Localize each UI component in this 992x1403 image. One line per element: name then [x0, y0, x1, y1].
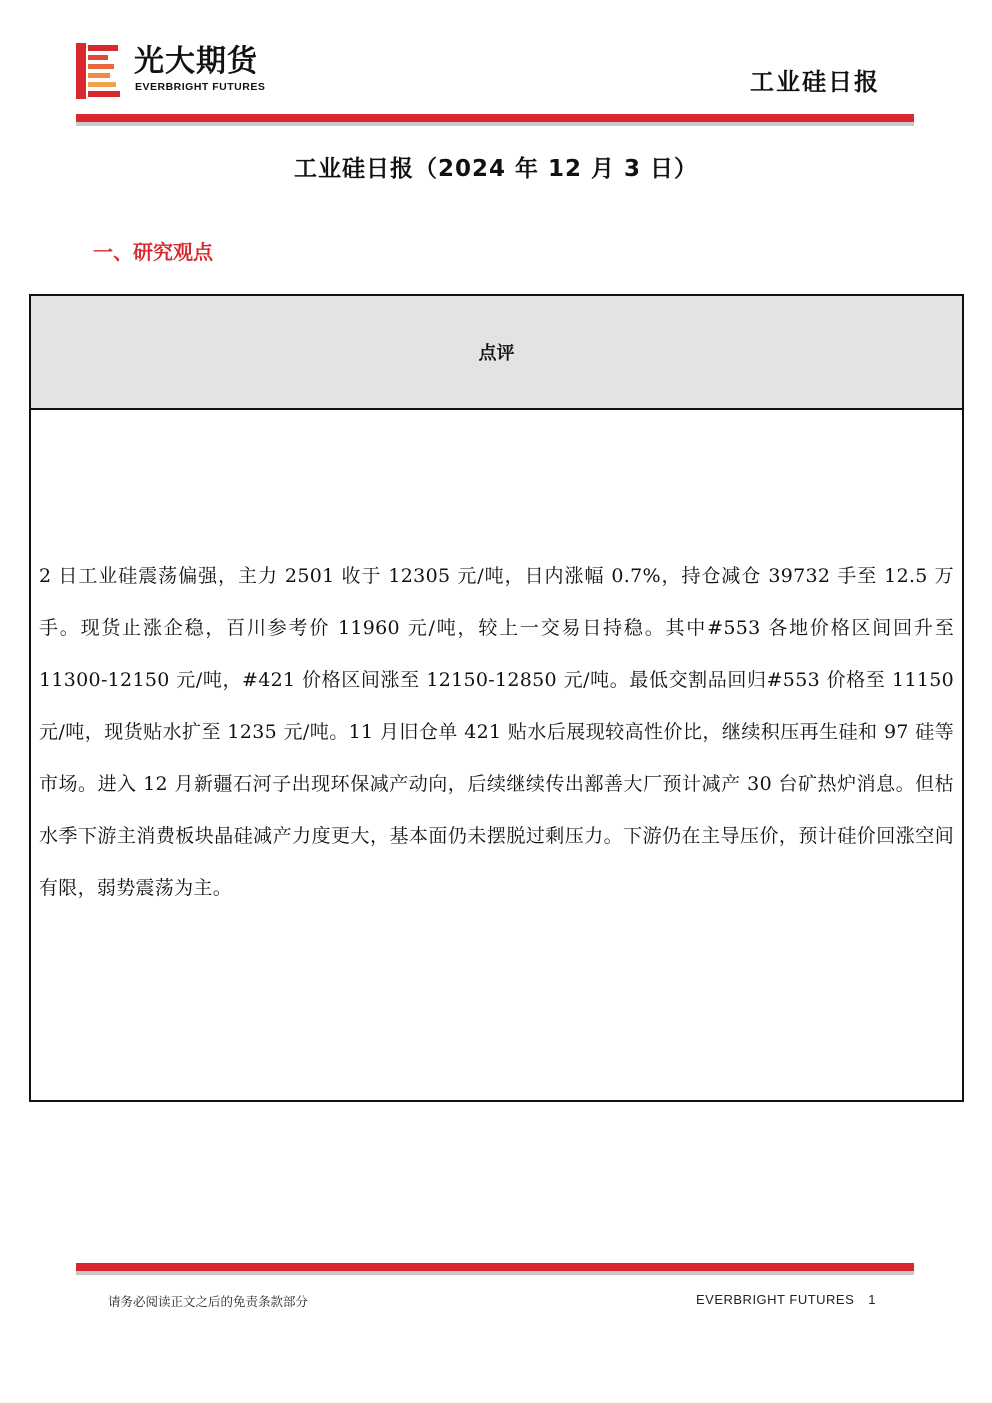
company-logo — [76, 43, 286, 99]
report-label: 工业硅日报 — [750, 68, 880, 96]
commentary-table-header: 点评 — [31, 296, 962, 410]
everbright-logo-icon — [76, 43, 122, 99]
header-divider — [76, 114, 914, 126]
footer-brand-block — [696, 1292, 876, 1307]
document-title: 工业硅日报（2024 年 12 月 3 日） — [293, 156, 699, 182]
commentary-table — [29, 294, 964, 1102]
logo-english-name: EVERBRIGHT FUTURES — [135, 81, 266, 93]
footer-divider — [76, 1263, 914, 1275]
commentary-text: 2 日工业硅震荡偏强，主力 2501 收于 12305 元/吨，日内涨幅 0.7%，持仓减仓 39732 手至 12.5 万手。现货止涨企稳，百川参考价 11960 元/吨，较上一交易日持稳。其中#553 各地价格区间回升至 11300-12150 元/吨，#421 价格区间涨至 12150-12850 元/吨。最低交割品回归#553 价格至 11150 元/吨，现货贴水扩至 1235 元/吨。11 月旧仓单 421 贴水后展现较高性价比，继续积压再生硅和 97 硅等市场。进入 12 月新疆石河子出现环保减产动向，后续继续传出鄯善大厂预计减产 30 台矿热炉消息。但枯水季下游主消费板块晶硅减产力度更大，基本面仍未摆脱过剩压力。下游仍在主导压价，预计硅价回涨空间有限，弱势震荡为主。 — [39, 565, 954, 899]
page-number: 1 — [868, 1292, 876, 1307]
section-heading: 一、研究观点 — [93, 240, 213, 264]
footer-brand: EVERBRIGHT FUTURES — [695, 1292, 855, 1307]
logo-chinese-name: 光大期货 — [134, 44, 258, 79]
footer-disclaimer: 请务必阅读正文之后的免责条款部分 — [108, 1294, 309, 1309]
